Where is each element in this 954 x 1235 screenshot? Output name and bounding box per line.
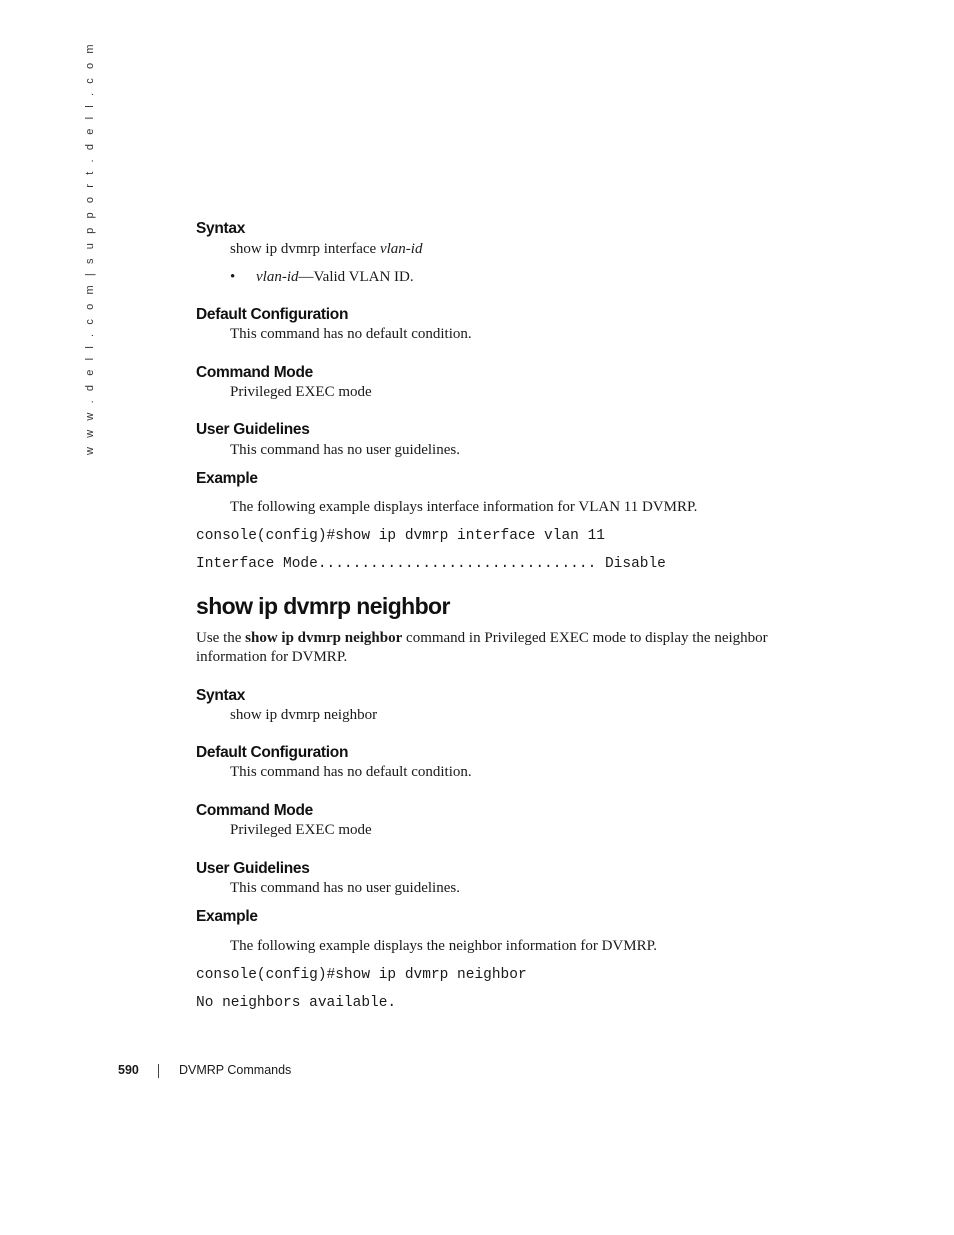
example-heading: Example: [196, 470, 258, 487]
default-config-heading: Default Configuration: [196, 744, 349, 761]
command-mode-heading: Command Mode: [196, 802, 313, 819]
command-mode-text: Privileged EXEC mode: [230, 384, 372, 400]
syntax-heading: Syntax: [196, 687, 246, 704]
footer-divider: [158, 1064, 159, 1078]
command-mode-heading: Command Mode: [196, 364, 313, 381]
default-config-heading: Default Configuration: [196, 306, 349, 323]
page-number: 590: [118, 1063, 139, 1077]
section-title: show ip dvmrp neighbor: [196, 593, 450, 619]
command-mode-text: Privileged EXEC mode: [230, 822, 372, 838]
code-line: console(config)#show ip dvmrp interface vlan 11: [196, 528, 605, 544]
user-guidelines-text: This command has no user guidelines.: [230, 880, 460, 896]
user-guidelines-text: This command has no user guidelines.: [230, 442, 460, 458]
intro-command: show ip dvmrp neighbor: [245, 630, 403, 646]
syntax-command: show ip dvmrp neighbor: [230, 707, 378, 723]
example-text: The following example displays the neighbor information for DVMRP.: [230, 938, 658, 954]
default-config-text: This command has no default condition.: [230, 326, 472, 342]
intro-post: command in Privileged EXEC mode to display the neighbor: [402, 630, 768, 646]
param-bullet: •: [230, 269, 236, 285]
user-guidelines-heading: User Guidelines: [196, 421, 310, 438]
syntax-command: show ip dvmrp interface: [230, 241, 377, 257]
syntax-heading: Syntax: [196, 220, 246, 237]
chapter-title: DVMRP Commands: [179, 1063, 292, 1077]
param-desc: —Valid VLAN ID.: [298, 269, 414, 285]
code-line: Interface Mode................................ Disable: [196, 556, 666, 572]
example-heading: Example: [196, 908, 258, 925]
default-config-text: This command has no default condition.: [230, 764, 472, 780]
sidebar-url: w w w . d e l l . c o m | s u p p o r t . d e l l . c o m: [84, 41, 96, 455]
param-item: [256, 269, 414, 286]
code-line: No neighbors available.: [196, 995, 397, 1011]
intro-pre: Use the: [196, 630, 246, 646]
syntax-line: [230, 241, 422, 258]
code-line: console(config)#show ip dvmrp neighbor: [196, 967, 527, 983]
syntax-argument: vlan-id: [379, 241, 423, 257]
user-guidelines-heading: User Guidelines: [196, 860, 310, 877]
intro-line: [196, 630, 768, 647]
intro-line-2: information for DVMRP.: [196, 649, 348, 665]
example-text: The following example displays interface information for VLAN 11 DVMRP.: [230, 499, 698, 515]
param-name: vlan-id: [256, 269, 299, 285]
